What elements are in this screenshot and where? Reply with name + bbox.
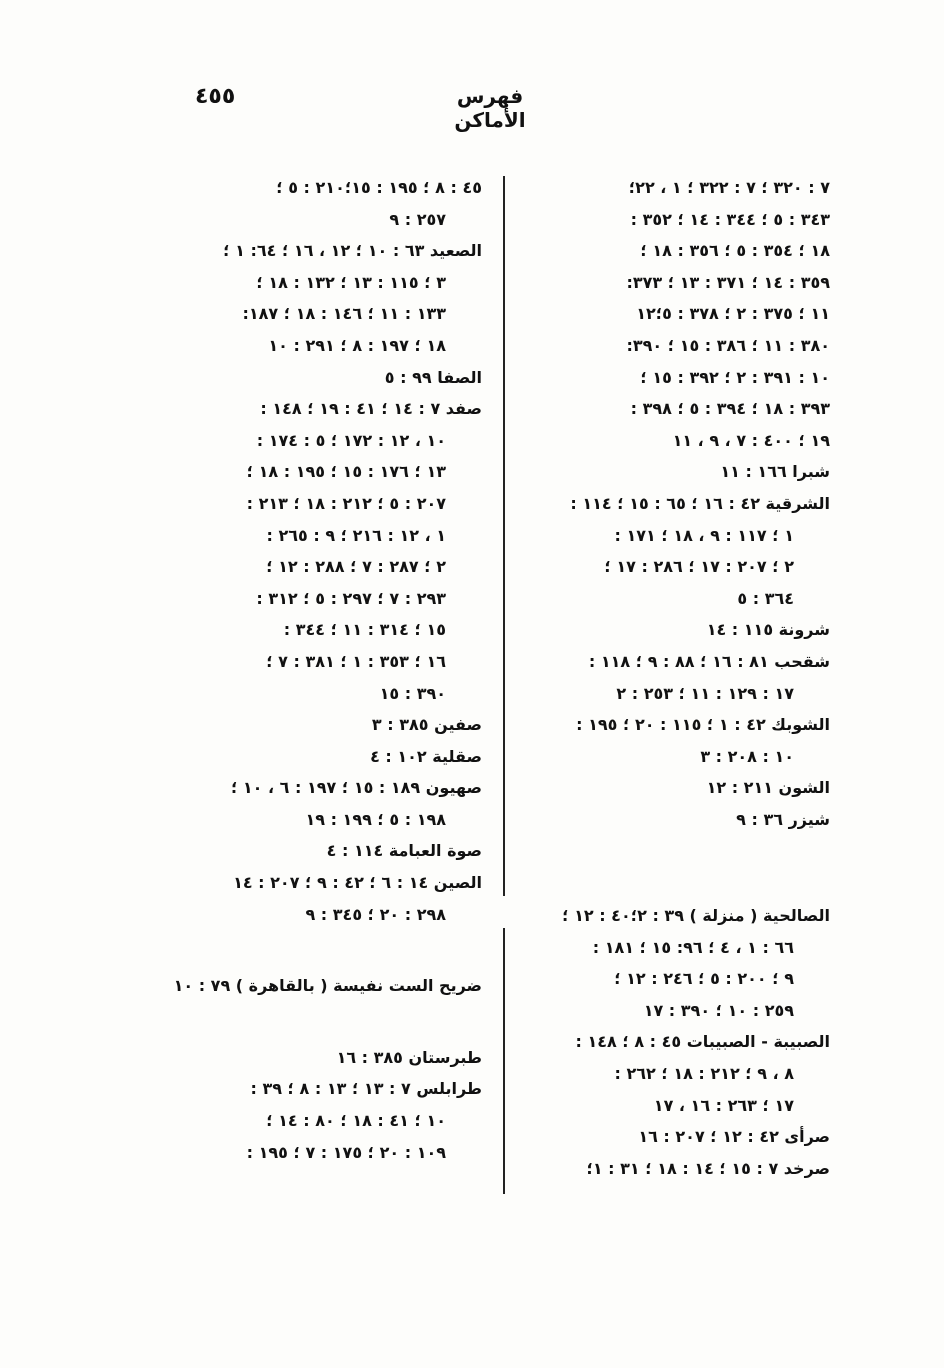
index-continuation-line: ٨ ، ٩ ؛ ٢١٢ : ١٨ ؛ ٢٦٢ : [614,1063,794,1083]
page-header [0,84,944,132]
index-continuation-line: ١٠ ، ١٢ : ١٧٢ ؛ ٥ : ١٧٤ : [256,430,446,450]
index-entry: ٣٨٠ : ١١ ؛ ٣٨٦ : ١٥ ؛ ٣٩٠: [626,335,830,355]
index-continuation-line: ٣٩٠ : ١٥ [379,683,446,703]
index-continuation-line: ١٠ : ٢٠٨ : ٣ [700,746,794,766]
index-entry: شرونة ١١٥ : ١٤ [706,620,830,640]
index-continuation-line: ١ ، ١٢ : ٢١٦ ؛ ٩ : ٢٦٥ : [266,525,446,545]
index-entry: الصبيبة - الصبيبات ٤٥ : ٨ ؛ ١٤٨ : [575,1032,830,1052]
index-continuation-line: ١٣ ؛ ١٧٦ : ١٥ ؛ ١٩٥ : ١٨ ؛ [246,462,446,482]
index-continuation-line: ٢ ؛ ٢٨٧ : ٧ ؛ ٢٨٨ : ١٢ ؛ [266,557,446,577]
index-continuation-line: ١٠٩ : ٢٠ ؛ ١٧٥ : ٧ ؛ ١٩٥ : [246,1142,446,1162]
index-entry: الشوبك ٤٢ : ١ ؛ ١١٥ : ٢٠ ؛ ١٩٥ : [576,715,830,735]
index-continuation-line: ١٩٨ : ٥ ؛ ١٩٩ : ١٩ [305,809,446,829]
index-continuation-line: ٣٦٤ : ٥ [737,588,794,608]
index-entry: ٣٥٩ : ١٤ ؛ ٣٧١ : ١٣ ؛ ٣٧٣: [626,272,830,292]
index-entry: صوة العبامة ١١٤ : ٤ [326,841,482,861]
index-continuation-line: ١٧ : ١٢٩ : ١١ ؛ ٢٥٣ : ٢ [616,683,794,703]
index-entry: ٣٩٣ : ١٨ ؛ ٣٩٤ : ٥ ؛ ٣٩٨ : [630,399,830,419]
index-continuation-line: ٢٩٣ : ٧ ؛ ٢٩٧ : ٥ ؛ ٣١٢ : [256,588,446,608]
index-continuation-line: ١٦ ؛ ٣٥٣ : ١ ؛ ٣٨١ : ٧ ؛ [266,651,446,671]
index-entry: ١٠ : ٣٩١ : ٢ ؛ ٣٩٢ : ١٥ ؛ [640,367,830,387]
page-number: ٤٥٥ [195,84,236,109]
page-title: فهرس الأماكن [454,84,526,132]
index-continuation-line: ٣ ؛ ١١٥ : ١٣ ؛ ١٣٢ : ١٨ ؛ [256,272,446,292]
index-entry: شيزر ٣٦ : ٩ [736,809,830,829]
index-entry: الصفا ٩٩ : ٥ [384,367,482,387]
index-entry: الشرقية ٤٢ : ١٦ ؛ ٦٥ : ١٥ ؛ ١١٤ : [570,493,830,513]
index-entry: ١٨ ؛ ٣٥٤ : ٥ ؛ ٣٥٦ : ١٨ ؛ [640,241,830,261]
index-continuation-line: ٢ ؛ ٢٠٧ : ١٧ ؛ ٢٨٦ : ١٧ ؛ [604,557,794,577]
index-entry: صهيون ١٨٩ : ١٥ ؛ ١٩٧ : ٦ ، ١٠ ؛ [230,778,482,798]
index-entry: ضريح الست نفيسة ( بالقاهرة ) ٧٩ : ١٠ [173,976,482,996]
column-divider-top [503,176,505,896]
index-continuation-line: ٢٥٧ : ٩ [389,209,446,229]
index-entry: صفد ٧ : ١٤ ؛ ٤١ : ١٩ ؛ ١٤٨ : [260,399,482,419]
right-column-bottom [528,900,830,1184]
index-continuation-line: ٦٦ : ١ ، ٤ ؛ ٩٦: ١٥ ؛ ١٨١ : [592,937,794,957]
index-entry: طرابلس ٧ : ١٣ ؛ ١٣ : ٨ ؛ ٣٩ : [250,1079,482,1099]
index-entry: صقلية ١٠٢ : ٤ [370,746,482,766]
index-entry: طبرستان ٣٨٥ : ١٦ [336,1047,482,1067]
index-entry: صفين ٣٨٥ : ٣ [371,715,482,735]
index-entry: ٣٤٣ : ٥ ؛ ٣٤٤ : ١٤ ؛ ٣٥٢ : [630,209,830,229]
index-entry: شبرا ١٦٦ : ١١ [720,462,830,482]
index-continuation-line: ١٣٣ : ١١ ؛ ١٤٦ : ١٨ ؛ ١٨٧: [242,304,446,324]
index-entry: الشون ٢١١ : ١٢ [706,778,830,798]
index-entry: ٤٥ : ٨ ؛ ١٩٥ : ١٥؛٢١٠ : ٥ ؛ [276,178,482,197]
entry-gap [176,930,482,970]
index-continuation-line: ٩ ؛ ٢٠٠ : ٥ ؛ ٢٤٦ : ١٢ ؛ [614,969,794,989]
entry-gap [176,1002,482,1042]
index-continuation-line: ٢٥٩ : ١٠ ؛ ٣٩٠ : ١٧ [643,1000,794,1020]
index-entry: ٧ : ٣٢٠ ؛ ٧ : ٣٢٢ ؛ ١ ، ٢٢؛ [628,178,830,197]
index-entry: الصالحية ( منزلة ) ٣٩ : ٢؛٤٠ : ١٢ ؛ [562,906,830,925]
index-entry: ١١ ؛ ٣٧٥ : ٢ ؛ ٣٧٨ : ٥؛١٢ [636,304,830,324]
index-continuation-line: ٢٩٨ : ٢٠ ؛ ٣٤٥ : ٩ [305,904,446,924]
index-continuation-line: ١ ؛ ١١٧ : ٩ ، ١٨ ؛ ١٧١ : [614,525,794,545]
index-entry: الصين ١٤ : ٦ ؛ ٤٢ : ٩ ؛ ٢٠٧ : ١٤ [233,873,482,893]
index-continuation-line: ١٧ ؛ ٢٦٣ : ١٦ ، ١٧ [653,1095,794,1115]
index-entry: صرخد ٧ : ١٥ ؛ ١٤ : ١٨ ؛ ٣١ : ١؛ [586,1158,830,1178]
index-continuation-line: ٢٠٧ : ٥ ؛ ٢١٢ : ١٨ ؛ ٢١٣ : [246,493,446,513]
index-continuation-line: ١٥ ؛ ٣١٤ : ١١ ؛ ٣٤٤ : [283,620,446,640]
left-column [173,172,482,1168]
index-entry: شقحب ٨١ : ١٦ ؛ ٨٨ : ٩ ؛ ١١٨ : [588,651,830,671]
column-divider-bottom [503,928,505,1194]
index-entry: ١٩ ؛ ٤٠٠ : ٧ ، ٩ ، ١١ [672,430,830,450]
index-continuation-line: ١٠ ؛ ٤١ : ١٨ ؛ ٨٠ : ١٤ ؛ [266,1111,446,1131]
index-entry: الصعيد ٦٣ : ١٠ ؛ ١٢ ، ١٦ ؛ ٦٤: ١ ؛ [223,241,482,261]
index-entry: صرأى ٤٢ : ١٢ ؛ ٢٠٧ : ١٦ [638,1127,830,1147]
index-continuation-line: ١٨ ؛ ١٩٧ : ٨ ؛ ٢٩١ : ١٠ [268,335,446,355]
right-column-top [528,172,830,835]
